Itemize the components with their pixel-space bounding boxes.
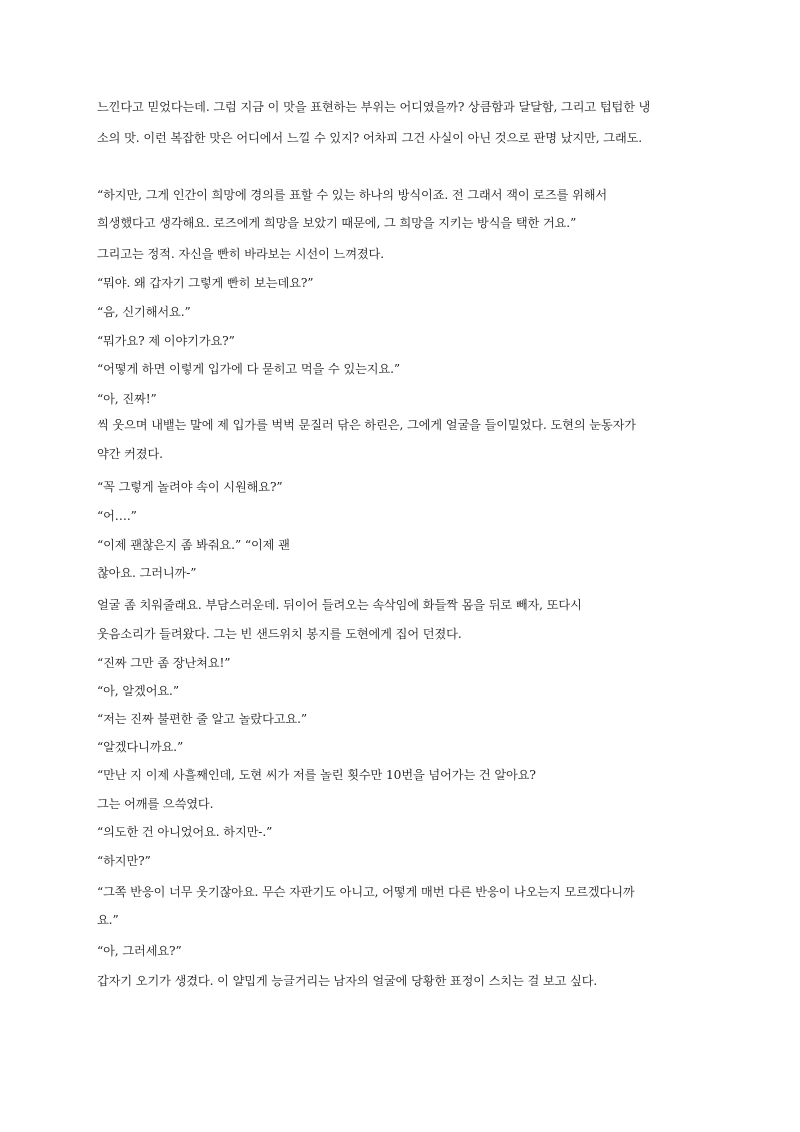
text-line: “저는 진짜 불편한 줄 알고 놀랐다고요.” — [97, 712, 308, 726]
text-line: 느낀다고 믿었다는데. 그럼 지금 이 맛을 표현하는 부위는 어디였을까? 상큼함과 달달함, 그리고 텁텁한 냉 — [97, 100, 651, 114]
text-line: 갑자기 오기가 생겼다. 이 얄밉게 능글거리는 남자의 얼굴에 당황한 표정이 스치는 걸 보고 싶다. — [97, 974, 598, 988]
text-line: “이제 괜찮은지 좀 봐줘요.” “이제 괜 — [97, 538, 290, 552]
text-line: 웃음소리가 들려왔다. 그는 빈 샌드위치 봉지를 도현에게 집어 던졌다. — [97, 627, 462, 641]
text-line: “뭐가요? 제 이야기가요?” — [97, 334, 235, 348]
text-line: “만난 지 이제 사흘째인데, 도현 씨가 저를 놀린 횟수만 10번을 넘어가는 건 알아요? — [97, 768, 536, 782]
text-line: 씩 웃으며 내뱉는 말에 제 입가를 벅벅 문질러 닦은 하린은, 그에게 얼굴을 들이밀었다. 도현의 눈동자가 — [97, 418, 636, 432]
text-line: “어떻게 하면 이렇게 입가에 다 묻히고 먹을 수 있는지요.” — [97, 362, 401, 376]
text-line: “진짜 그만 좀 장난쳐요!” — [97, 656, 231, 670]
text-line: “그쪽 반응이 너무 웃기잖아요. 무슨 자판기도 아니고, 어떻게 매번 다른 반응이 나오는지 모르겠다니까 — [97, 885, 635, 899]
text-line: “하지만, 그게 인간이 희망에 경의를 표할 수 있는 하나의 방식이죠. 전 그래서 잭이 로즈를 위해서 — [97, 188, 608, 202]
text-line: 찮아요. 그러니까-” — [97, 566, 197, 580]
text-line: “아, 진짜!” — [97, 392, 157, 406]
text-line: “어….” — [97, 509, 137, 523]
text-line: 요.” — [97, 913, 119, 927]
text-line: “의도한 건 아니었어요. 하지만-.” — [97, 825, 273, 839]
text-line: “아, 알겠어요.” — [97, 684, 179, 698]
text-line: “아, 그러세요?” — [97, 944, 182, 958]
text-line: “음, 신기해서요.” — [97, 305, 191, 319]
text-line: “알겠다니까요.” — [97, 740, 184, 754]
text-line: 소의 맛. 이런 복잡한 맛은 어디에서 느낄 수 있지? 어차피 그건 사실이 아닌 것으로 판명 났지만, 그래도. — [97, 131, 643, 145]
text-line: 희생했다고 생각해요. 로즈에게 희망을 보았기 때문에, 그 희망을 지키는 방식을 택한 거요.” — [97, 216, 577, 230]
text-line: 그리고는 정적. 자신을 빤히 바라보는 시선이 느껴졌다. — [97, 247, 385, 261]
text-line: “하지만?” — [97, 854, 151, 868]
text-line: 그는 어깨를 으쓱였다. — [97, 797, 214, 811]
text-line: “꼭 그렇게 놀려야 속이 시원해요?” — [97, 480, 283, 494]
text-line: 얼굴 좀 치워줄래요. 부담스러운데. 뒤이어 들려오는 속삭임에 화들짝 몸을 뒤로 빼자, 또다시 — [97, 598, 582, 612]
text-line: 약간 커졌다. — [97, 447, 163, 461]
text-line: “뭐야. 왜 갑자기 그렇게 빤히 보는데요?” — [97, 276, 314, 290]
